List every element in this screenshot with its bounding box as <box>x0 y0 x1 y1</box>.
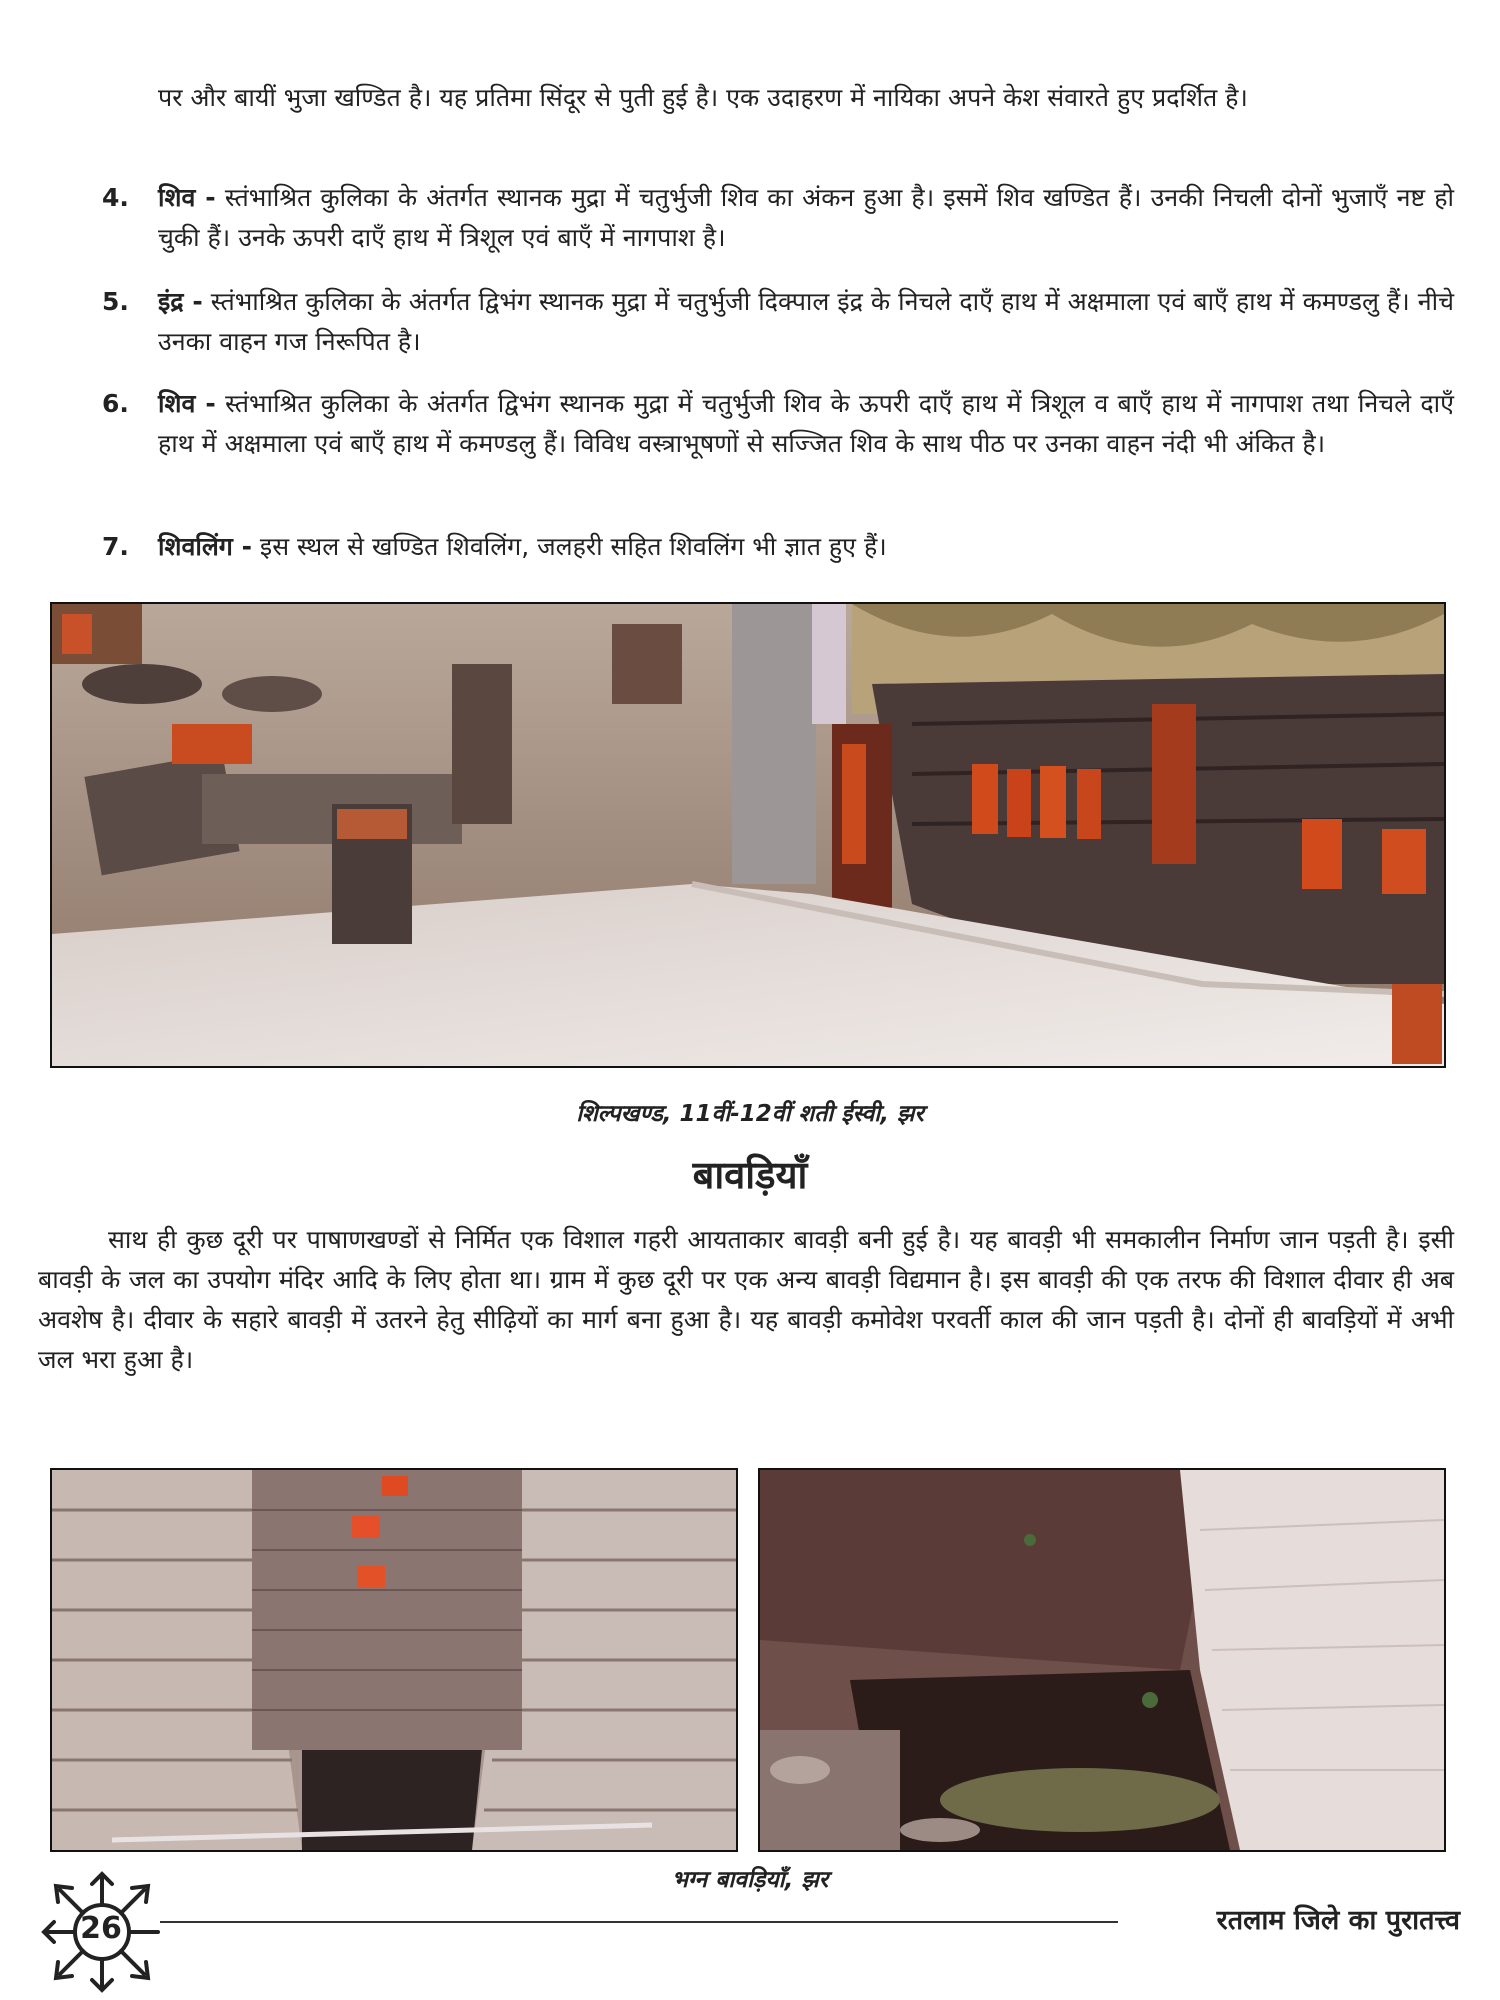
item-term: इंद्र - <box>158 287 203 316</box>
item-text: स्तंभाश्रित कुलिका के अंतर्गत द्विभंग स्थानक मुद्रा में चतुर्भुजी शिव के ऊपरी दाएँ हाथ में त्रिशूल व बाएँ हाथ में नागपाश तथा निचले दाएँ हाथ में अक्षमाला एवं बाएँ हाथ में कमण्डलु हैं। विविध वस्त्राभूषणों से सज्जित शिव के साथ पीठ पर उनका वाहन नंदी भी अंकित है। <box>158 389 1454 458</box>
list-item-5 <box>102 282 1454 366</box>
item-text: स्तंभाश्रित कुलिका के अंतर्गत द्विभंग स्थानक मुद्रा में चतुर्भुजी दिक्पाल इंद्र के निचले दाएँ हाथ में अक्षमाला एवं बाएँ हाथ में कमण्डलु हैं। नीचे उनका वाहन गज निरूपित है। <box>158 287 1455 356</box>
item-number: 6. <box>102 389 129 418</box>
page-number: 26 <box>80 1911 122 1946</box>
list-item-7 <box>102 527 1454 571</box>
item-number: 5. <box>102 287 129 316</box>
intro-paragraph: पर और बायीं भुजा खण्डित है। यह प्रतिमा सिंदूर से पुती हुई है। एक उदाहरण में नायिका अपने केश संवारते हुए प्रदर्शित है। <box>158 83 1248 112</box>
footer-divider <box>160 1921 1118 1923</box>
list-item-4 <box>102 178 1454 262</box>
item-term: शिव - <box>158 389 216 418</box>
sculpture-fragments-photo <box>50 602 1446 1068</box>
stepwell-photo-right <box>758 1468 1446 1852</box>
caption-sculpture-photo: शिल्पखण्ड, 11वीं-12वीं शती ईस्वी, झर <box>576 1101 924 1127</box>
caption-stepwell-photos: भग्न बावड़ियाँ, झर <box>671 1867 829 1893</box>
item-text: इस स्थल से खण्डित शिवलिंग, जलहरी सहित शिवलिंग भी ज्ञात हुए हैं। <box>251 532 887 561</box>
item-text: स्तंभाश्रित कुलिका के अंतर्गत स्थानक मुद्रा में चतुर्भुजी शिव का अंकन हुआ है। इसमें शिव खण्डित हैं। उनकी निचली दोनों भुजाएँ नष्ट हो चुकी हैं। उनके ऊपरी दाएँ हाथ में त्रिशूल एवं बाएँ में नागपाश है। <box>158 183 1454 252</box>
item-number: 4. <box>102 183 129 212</box>
stepwell-photo-left <box>50 1468 738 1852</box>
list-item-6 <box>102 384 1454 508</box>
footer-book-title: रतलाम जिले का पुरातत्त्व <box>1216 1905 1460 1936</box>
item-term: शिव - <box>158 183 216 212</box>
section-paragraph: साथ ही कुछ दूरी पर पाषाणखण्डों से निर्मित एक विशाल गहरी आयताकार बावड़ी बनी हुई है। यह बावड़ी भी समकालीन निर्माण जान पड़ती है। इसी बावड़ी के जल का उपयोग मंदिर आदि के लिए होता था। ग्राम में कुछ दूरी पर एक अन्य बावड़ी विद्यमान है। इस बावड़ी की एक तरफ की विशाल दीवार ही अब अवशेष है। दीवार के सहारे बावड़ी में उतरने हेतु सीढ़ियों का मार्ग बना हुआ है। यह बावड़ी कमोवेश परवर्ती काल की जान पड़ती है। दोनों ही बावड़ियों में अभी जल भरा हुआ है। <box>38 1225 1454 1374</box>
section-heading: बावड़ियाँ <box>692 1153 808 1197</box>
item-term: शिवलिंग - <box>158 532 252 561</box>
item-number: 7. <box>102 532 129 561</box>
